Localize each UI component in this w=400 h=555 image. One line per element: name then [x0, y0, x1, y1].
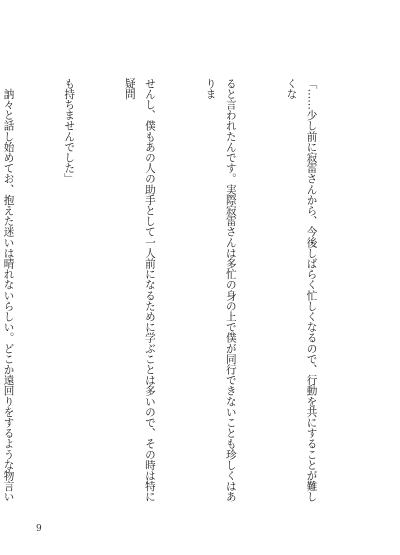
text-line: も持ちませんでした」 [63, 78, 76, 184]
text-line: せんし、僕もあの人の助手として一人前になるために学ぶことは多いので、その時は特に疑問 [123, 78, 156, 502]
text-line: 「……少し前に寂雷さんから、今後しばらく忙しくなるので、行動を共にすることが難しくな [285, 78, 318, 502]
text-line: 訥々と話し始めてお、抱えた迷いは晴れないらしい。どこか遠回りをするような物言い [2, 88, 15, 502]
text-line: ると言われたんです。実際寂雷さんは多忙の身の上で僕が同行できないことも珍しくはありま [204, 78, 237, 502]
vertical-text-body [0, 78, 362, 502]
page-number: 9 [36, 524, 42, 534]
